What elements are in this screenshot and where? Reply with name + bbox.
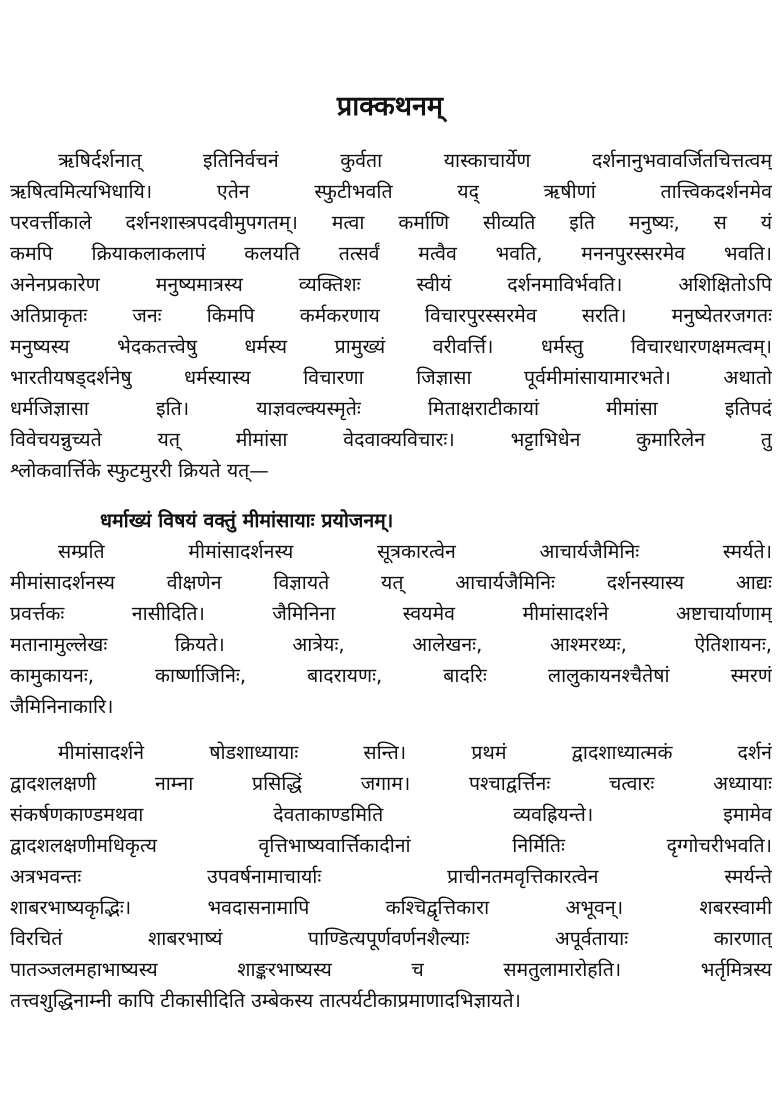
text-line: धर्मजिज्ञासा इति। याज्ञवल्क्यस्मृतेः मिताक्षराटीकायां मीमांसा इतिपदं bbox=[10, 397, 772, 420]
text-line: कामुकायनः, कार्ष्णाजिनिः, बादरायणः, बादरिः लालुकायनश्चैतेषां स्मरणं bbox=[10, 664, 772, 687]
text-line: ऋषित्वमित्यभिधायि। एतेन स्फुटीभवति यद् ऋषीणां तात्त्विकदर्शनमेव bbox=[10, 180, 772, 203]
text-line: अत्रभवन्तः उपवर्षनामाचार्याः प्राचीनतमवृत्तिकारत्वेन स्मर्यन्ते bbox=[10, 865, 772, 888]
text-line: संकर्षणकाण्डमथवा देवताकाण्डमिति व्यवह्रियन्ते। इमामेव bbox=[10, 803, 772, 826]
text-line: पातञ्जलमहाभाष्यस्य शाङ्करभाष्यस्य च समतुलामारोहति। भर्तृमित्रस्य bbox=[10, 958, 772, 981]
text-line: विरचितं शाबरभाष्यं पाण्डित्यपूर्णवर्णनशैल्याः अपूर्वतायाः कारणात् bbox=[10, 927, 772, 950]
text-line: मीमांसादर्शनस्य वीक्षणेन विज्ञायते यत् आचार्यजैमिनिः दर्शनस्यास्य आद्यः bbox=[10, 571, 772, 594]
paragraph-introduction bbox=[10, 145, 772, 486]
text-line: प्रवर्त्तकः नासीदिति। जैमिनिना स्वयमेव मीमांसादर्शने अष्टाचार्याणाम् bbox=[10, 602, 772, 625]
text-line: मीमांसादर्शने षोडशाध्यायाः सन्ति। प्रथमं द्वादशाध्यात्मकं दर्शनं bbox=[58, 741, 772, 764]
text-line: सम्प्रति मीमांसादर्शनस्य सूत्रकारत्वेन आचार्यजैमिनिः स्मर्यते। bbox=[58, 540, 772, 563]
text-line: तत्त्वशुद्धिनाम्नी कापि टीकासीदिति उम्बेकस्य तात्पर्यटीकाप्रमाणादभिज्ञायते। bbox=[10, 989, 521, 1012]
text-line: द्वादशलक्षणीमधिकृत्य वृत्तिभाष्यवार्त्तिकादीनां निर्मितिः दृग्गोचरीभवति। bbox=[10, 834, 772, 857]
text-line: भारतीयषड्दर्शनेषु धर्मस्यास्य विचारणा जिज्ञासा पूर्वमीमांसायामारभते। अथातो bbox=[10, 366, 772, 389]
paragraph-jaimini bbox=[10, 536, 772, 722]
text-line: मतानामुल्लेखः क्रियते। आत्रेयः, आलेखनः, आश्मरथ्यः, ऐतिशायनः, bbox=[10, 633, 772, 656]
text-line: ऋषिर्दर्शनात् इतिनिर्वचनं कुर्वता यास्काचार्येण दर्शनानुभवावर्जितचित्तत्वम् bbox=[58, 149, 772, 172]
text-line: विवेचयन्नुच्यते यत् मीमांसा वेदवाक्यविचारः। भट्टाभिधेन कुमारिलेन तु bbox=[10, 428, 772, 451]
text-line: अतिप्राकृतः जनः किमपि कर्मकरणाय विचारपुरस्सरमेव सरति। मनुष्येतरजगतः bbox=[10, 304, 772, 327]
text-line: श्लोकवार्त्तिके स्फुटमुररी क्रियते यत्— bbox=[10, 459, 269, 482]
text-line: अनेनप्रकारेण मनुष्यमात्रस्य व्यक्तिशः स्वीयं दर्शनमाविर्भवति। अशिक्षितोऽपि bbox=[10, 273, 772, 296]
quoted-verse: धर्माख्यं विषयं वक्तुं मीमांसायाः प्रयोजनम्। bbox=[100, 509, 394, 532]
text-line: कमपि क्रियाकलाकलापं कलयति तत्सर्वं मत्वैव भवति, मननपुरस्सरमेव भवति। bbox=[10, 242, 772, 265]
text-line: शाबरभाष्यकृद्भिः। भवदासनामापि कश्चिद्वृत्तिकारा अभूवन्। शबरस्वामी bbox=[10, 896, 772, 919]
page-title: प्राक्कथनम् bbox=[336, 91, 444, 122]
paragraph-chapters bbox=[10, 737, 772, 1016]
text-line: परवर्त्तीकाले दर्शनशास्त्रपदवीमुपगतम्। मत्वा कर्माणि सीव्यति इति मनुष्यः, स यं bbox=[10, 211, 772, 234]
text-line: मनुष्यस्य भेदकतत्त्वेषु धर्मस्य प्रामुख्यं वरीवर्त्ति। धर्मस्तु विचारधारणक्षमत्वम्। bbox=[10, 335, 772, 358]
text-line: द्वादशलक्षणी नाम्ना प्रसिद्धिं जगाम। पश्चाद्वर्त्तिनः चत्वारः अध्यायाः bbox=[10, 772, 772, 795]
text-line: जैमिनिनाकारि। bbox=[10, 695, 114, 718]
